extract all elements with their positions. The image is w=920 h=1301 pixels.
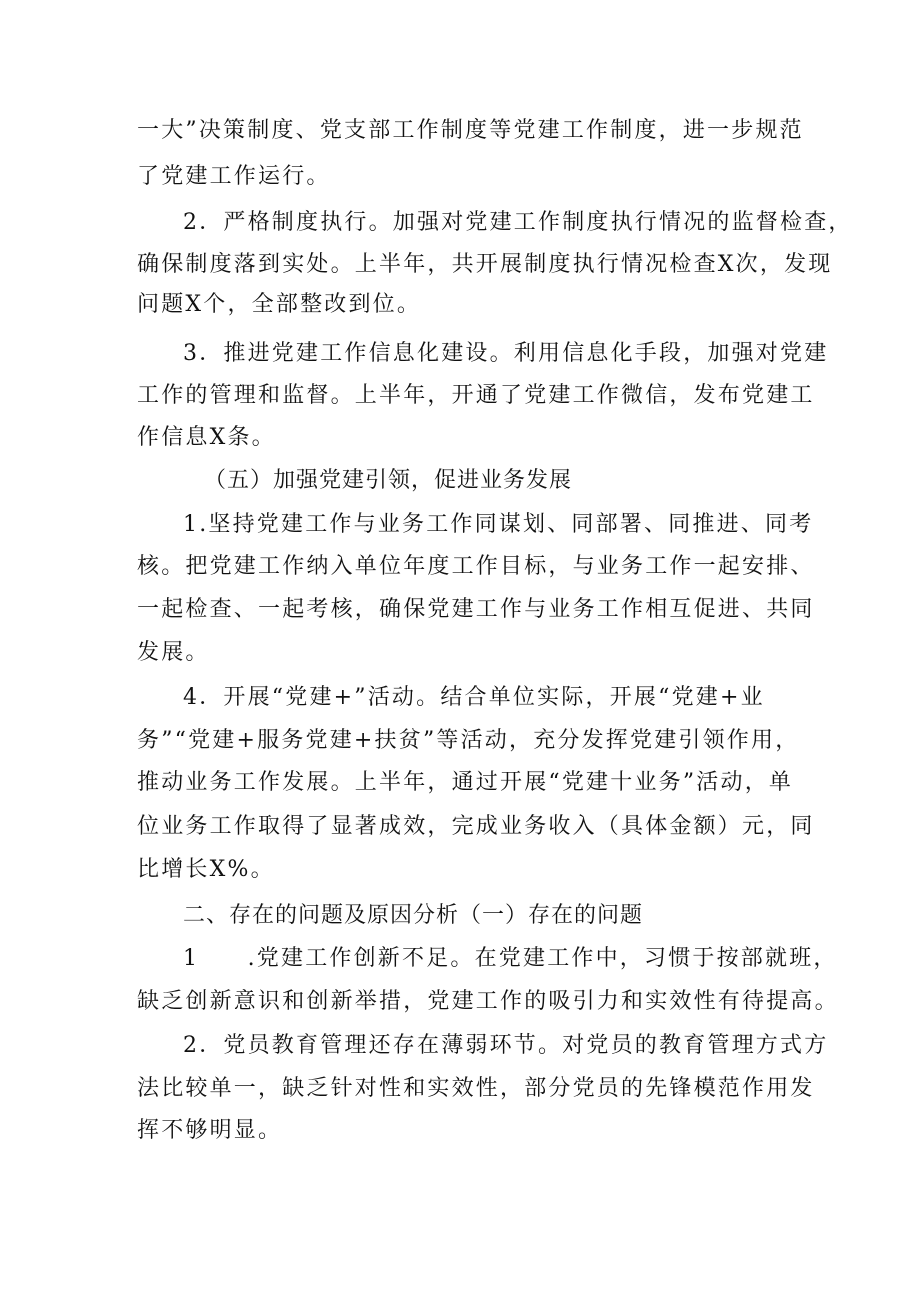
paragraph-line: 核。把党建工作纳入单位年度工作目标，与业务工作一起安排、	[137, 554, 815, 579]
paragraph-line: 推动业务工作发展。上半年，通过开展“党建十业务”活动，单	[137, 770, 794, 795]
paragraph-line: 作信息X条。	[137, 425, 276, 450]
paragraph-line: 2．严格制度执行。加强对党建工作制度执行情况的监督检查，	[183, 210, 853, 235]
paragraph-line: 1.坚持党建工作与业务工作同谋划、同部署、同推进、同考	[183, 512, 814, 537]
section-heading: 二、存在的问题及原因分析（一）存在的问题	[183, 903, 644, 928]
paragraph-line: 发展。	[137, 640, 210, 665]
paragraph-line: 一起检查、一起考核，确保党建工作与业务工作相互促进、共同	[137, 597, 815, 622]
paragraph-line: 确保制度落到实处。上半年，共开展制度执行情况检查X次，发现	[137, 252, 833, 277]
paragraph-line: 3．推进党建工作信息化建设。利用信息化手段，加强对党建	[183, 341, 829, 366]
paragraph-line: 4．开展“党建+”活动。结合单位实际，开展“党建+业	[183, 685, 765, 710]
paragraph-line: 问题X个，全部整改到位。	[137, 292, 422, 317]
paragraph-line: 工作的管理和监督。上半年，开通了党建工作微信，发布党建工	[137, 383, 815, 408]
paragraph-line: 务”“党建+服务党建+扶贫”等活动，充分发挥党建引领作用，	[137, 728, 800, 753]
paragraph-line: 位业务工作取得了显著成效，完成业务收入（具体金额）元，同	[137, 814, 815, 839]
paragraph-line: 一大”决策制度、党支部工作制度等党建工作制度，进一步规范	[137, 118, 804, 143]
paragraph-line: 了党建工作运行。	[137, 164, 331, 189]
paragraph-line: 1 .党建工作创新不足。在党建工作中，习惯于按部就班，	[183, 946, 838, 971]
paragraph-line: 比增长X%。	[137, 857, 275, 882]
paragraph-line: 法比较单一，缺乏针对性和实效性，部分党员的先锋模范作用发	[137, 1076, 815, 1101]
paragraph-line: 2．党员教育管理还存在薄弱环节。对党员的教育管理方式方	[183, 1033, 829, 1058]
paragraph-line: 缺乏创新意识和创新举措，党建工作的吸引力和实效性有待提高。	[137, 989, 839, 1014]
paragraph-line: 挥不够明显。	[137, 1118, 283, 1143]
section-heading: （五）加强党建引领，促进业务发展	[204, 468, 573, 493]
